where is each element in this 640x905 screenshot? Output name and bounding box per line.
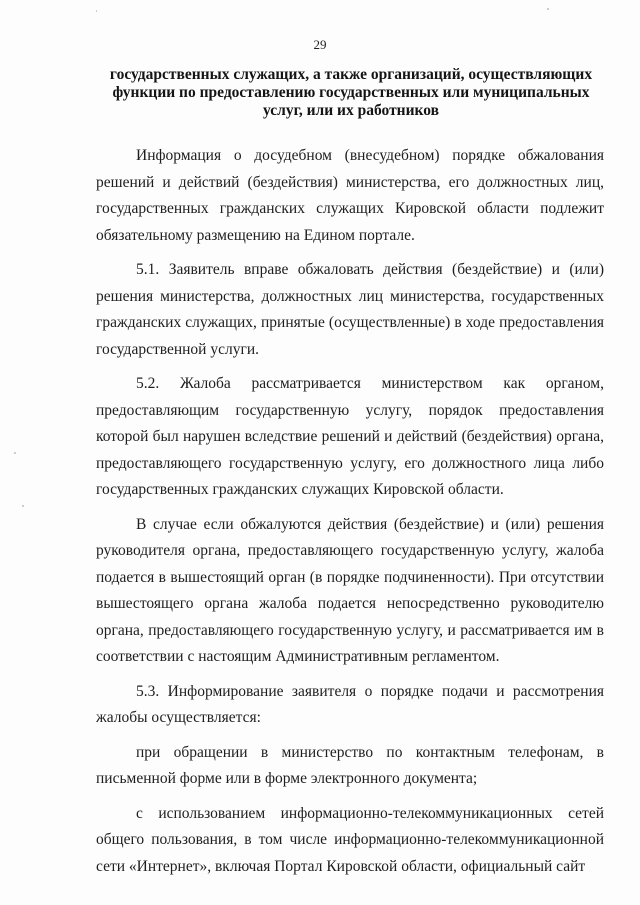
scan-speck: [96, 10, 97, 12]
section-heading: [96, 66, 606, 120]
heading-line: функции по предоставлению государственных или муниципальных: [112, 84, 590, 101]
paragraph: В случае если обжалуются действия (бездействие) и (или) решения руководителя органа, предоставляющего государственную услугу, жалоба подается в вышестоящий орган (в порядке подчиненности). При отсутствии вышестоящего органа жалоба подается непосредственно руководителю органа, предоставляющего государственную услугу, и рассматривается им в соответствии с настоящим Административным регламентом.: [96, 515, 604, 665]
paragraph: Информация о досудебном (внесудебном) порядке обжалования решений и действий (бездействия) министерства, его должностных лиц, государственных гражданских служащих Кировской области подлежит обязательному размещению на Едином портале.: [96, 147, 604, 244]
page-number: 29: [313, 37, 327, 52]
paragraph: 5.1. Заявитель вправе обжаловать действия (бездействие) и (или) решения министерства, должностных лиц министерства, государственных гражданских служащих, принятые (осуществленные) в ходе предоставления государственной услуги.: [96, 261, 604, 358]
paragraph: 5.2. Жалоба рассматривается министерством как органом, предоставляющим государственную услугу, порядок предоставления которой был нарушен вследствие решений и действий (бездействия) органа, предоставляющего государственную услугу, его должностного лица либо государственных гражданских служащих Кировской области.: [96, 375, 604, 498]
document-body: [96, 143, 604, 888]
scan-speck: [14, 452, 16, 454]
paragraph: при обращении в министерство по контактным телефонам, в письменной форме или в форме электронного документа;: [96, 743, 604, 787]
scan-speck: [22, 505, 24, 507]
paragraph: с использованием информационно-телекоммуникационных сетей общего пользования, в том числе информационно-телекоммуникационной сети «Интернет», включая Портал Кировской области, официальный сайт: [96, 804, 604, 875]
heading-line: государственных служащих, а также организаций, осуществляющих: [109, 66, 593, 83]
scan-speck: [547, 8, 549, 10]
heading-line: услуг, или их работников: [262, 102, 440, 119]
paragraph: 5.3. Информирование заявителя о порядке подачи и рассмотрения жалобы осуществляется:: [96, 682, 604, 726]
